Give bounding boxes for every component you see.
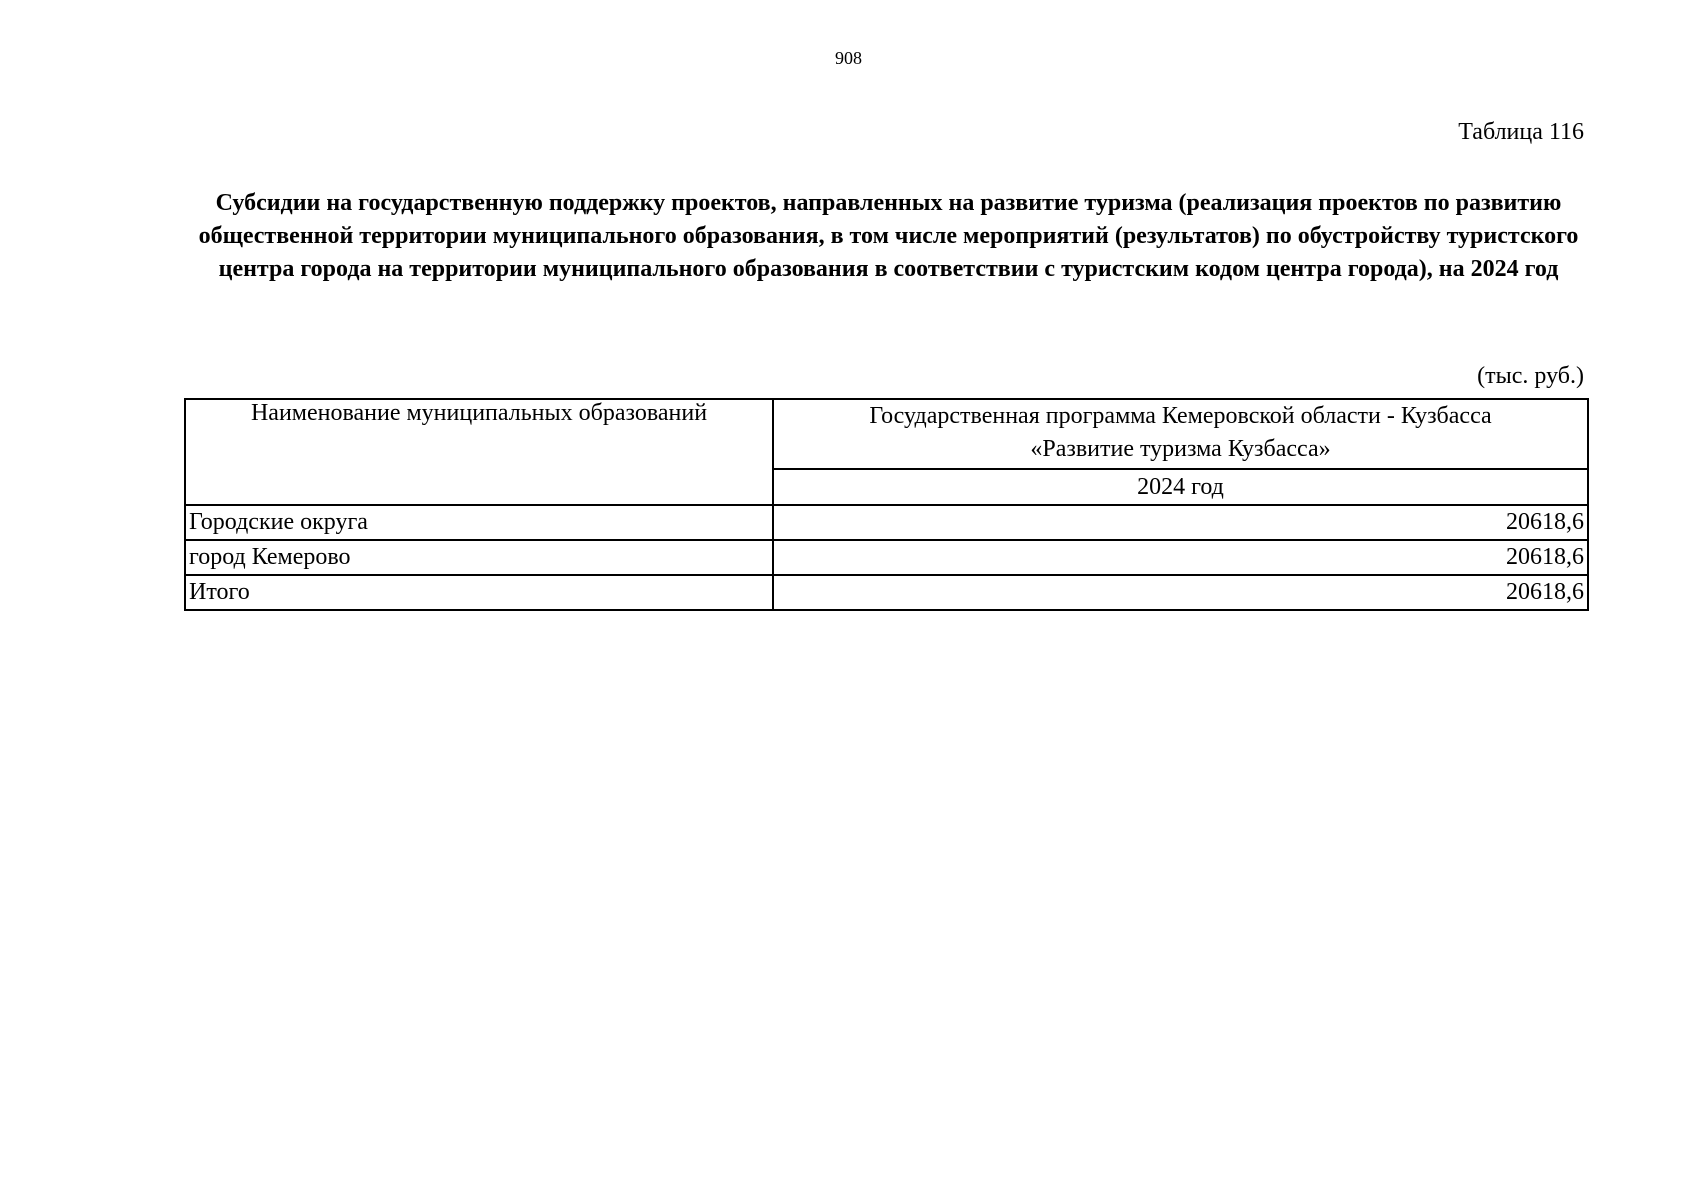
row-name: Итого — [185, 575, 773, 610]
header-municipality: Наименование муниципальных образований — [185, 399, 773, 505]
header-year: 2024 год — [773, 469, 1588, 505]
document-title: Субсидии на государственную поддержку проектов, направленных на развитие туризма (реализация проектов по развитию общественной территории муниципального образования, в том числе мероприятий (результатов) по обустройству туристского центра города на территории муниципального образования в соответствии с туристским кодом центра города), на 2024 год — [198, 190, 1579, 282]
table-row — [185, 505, 1588, 540]
page-number: 908 — [835, 48, 862, 68]
row-value: 20618,6 — [773, 540, 1588, 575]
table-label: Таблица 116 — [1458, 119, 1584, 145]
units-label: (тыс. руб.) — [1477, 363, 1584, 389]
table-row — [185, 540, 1588, 575]
row-value: 20618,6 — [773, 505, 1588, 540]
row-name: город Кемерово — [185, 540, 773, 575]
table-row — [185, 575, 1588, 610]
row-name: Городские округа — [185, 505, 773, 540]
header-program — [773, 399, 1588, 469]
header-program-line2: «Развитие туризма Кузбасса» — [1030, 436, 1331, 462]
row-value: 20618,6 — [773, 575, 1588, 610]
subsidy-table — [184, 398, 1589, 611]
header-program-line1: Государственная программа Кемеровской области - Кузбасса — [869, 403, 1492, 429]
